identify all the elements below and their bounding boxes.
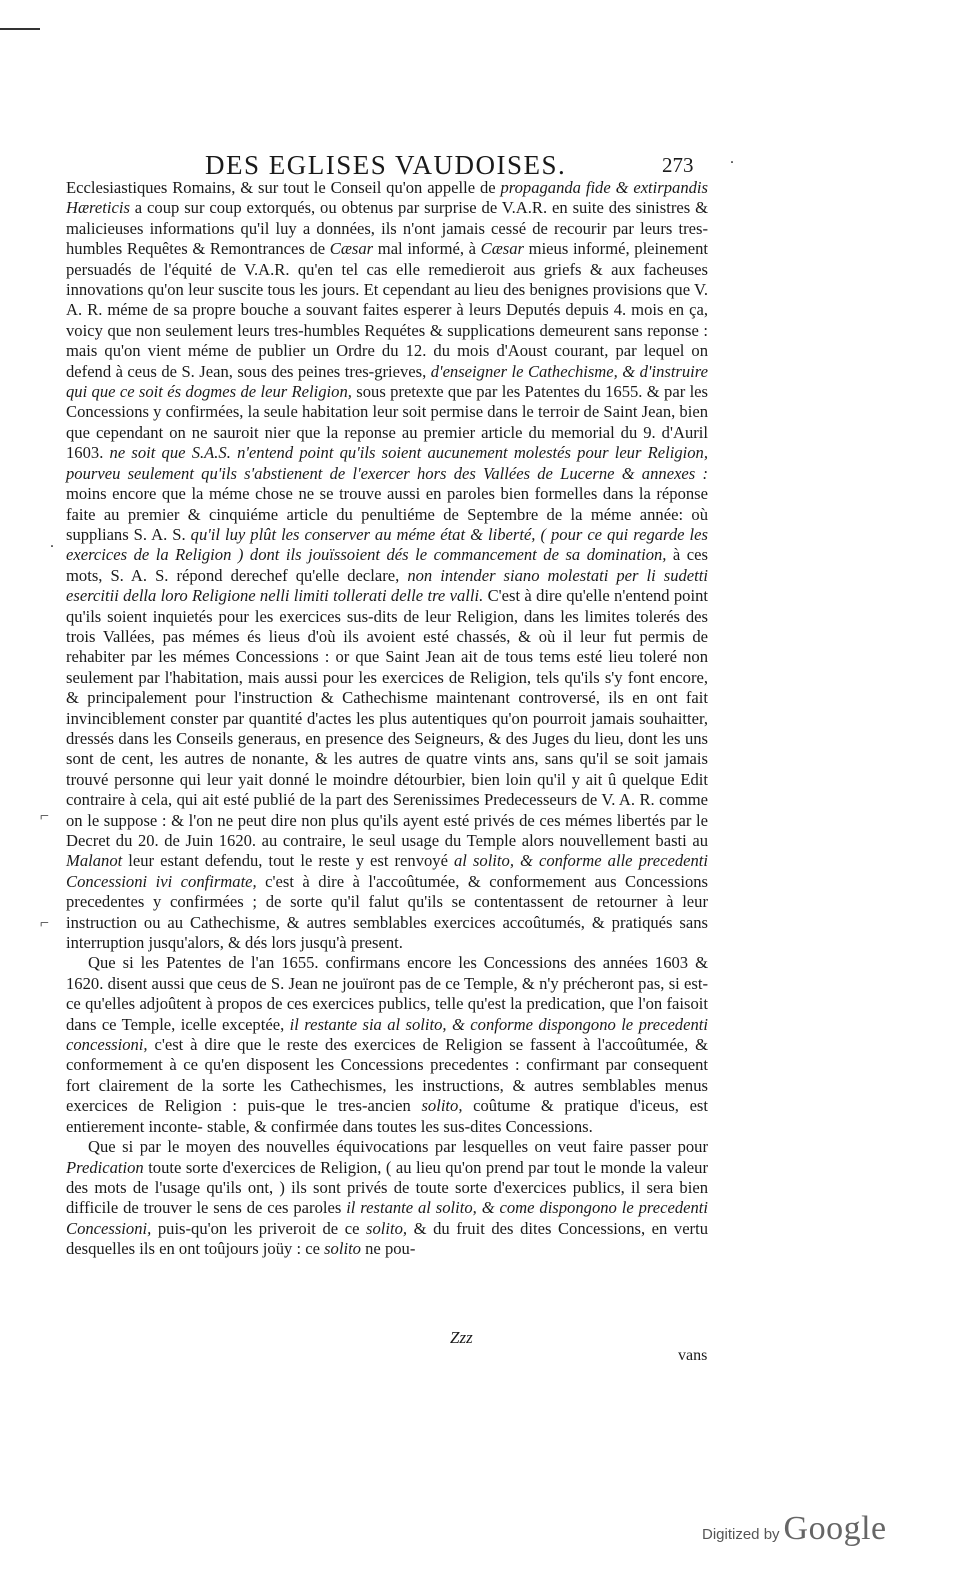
italic-run: il restante sia al solito, & conforme dispongono le precedenti concessioni, — [66, 1014, 708, 1055]
italic-run: propaganda fide & extirpandis Hæreticis — [66, 178, 708, 218]
italic-run: al solito, & conforme alle precedenti Concessioni ivi confirmate, — [66, 851, 708, 891]
italic-run: solito, — [421, 1096, 463, 1116]
text-run: mal informé, à — [373, 239, 481, 259]
margin-bracket-upper: ⌐ — [40, 808, 50, 825]
body-text — [66, 178, 708, 1260]
italic-run: il restante al solito, & come dispongono le precedenti Concessioni, — [66, 1198, 708, 1238]
text-run: sous pretexte que par les Patentes du 1655. & par les Concessions y confirmées, la seule habitation leur soit permise dans le terroir de Saint Jean, bien que cependant on ne sauroit nier que la reponse au premier article du memorial du 9. d'Auril 1603. — [66, 382, 708, 463]
text-run: & du fruit des dites Concessions, en vertu desquelles ils en ont toûjours joüy : ce — [66, 1218, 708, 1259]
running-head: DES EGLISES VAUDOISES. — [205, 150, 567, 180]
text-run: ne pou- — [360, 1239, 416, 1259]
text-run: leur estant defendu, tout le reste y est renvoyé — [122, 851, 454, 871]
text-run: mieus informé, pleinement persuadés de l'équité de V.A.R. qu'en tel cas elle remedieroit aus griefs & aux facheuses innovations qu'on leur suscite tous les jours. Et cependant au lieu des benignes provisions que V. A. R. méme de sa propre bouche a souvant faites esperer à leurs Deputés depuis 4. mois en ça, voicy que non seulement leurs tres-humbles Requétes & supplications demeurent sans reponse : mais qu'on vient méme de publier un Ordre du 12. du mois d'Aoust courant, par lequel on defend à ceus de S. Jean, sous des peines tres-grieves, — [66, 239, 708, 381]
italic-run: solito — [324, 1239, 361, 1259]
margin-dot-left: . — [50, 534, 54, 551]
text-run: Ecclesiastiques Romains, & sur tout le Conseil qu'on appelle de — [66, 178, 501, 197]
margin-dot-top: . — [730, 150, 734, 167]
italic-run: Cæsar — [480, 239, 525, 259]
digitized-by-watermark — [702, 1510, 887, 1548]
paragraph — [66, 953, 708, 1137]
italic-run: non intender siano molestati per li sudetti esercitii della loro Religione nelli limiti tollerati delle tre valli. — [66, 565, 709, 606]
paragraph — [66, 178, 708, 953]
text-run: puis-qu'on les priveroit de ce — [151, 1218, 367, 1238]
paragraph — [66, 1137, 708, 1259]
text-run: Que si les Patentes de l'an 1655. confirmans encore les Concessions des années 1603 & 1620. disent aussi que ceus de S. Jean ne jouïront pas de ce Temple, & n'y précheront pas, si est-ce qu'elles adjoûtent à propos de ces exercices publics, telle qu'est la predication, que l'on faisoit dans ce Temple, icelle exceptée, — [66, 953, 708, 1034]
page-number: 273 — [662, 153, 694, 177]
text-run: Que si par le moyen des nouvelles équivocations par lesquelles on veut faire passer pour — [88, 1137, 708, 1157]
italic-run: Cæsar — [329, 239, 374, 259]
digitized-label: Digitized by — [702, 1526, 780, 1543]
text-run: coûtume & pratique d'iceus, est entierement inconte- stable, & confirmée dans toutes les sus-dites Concessions. — [66, 1096, 708, 1136]
text-run: c'est à dire que le reste des exercices de Religion se fassent à l'accoûtumée, & conformement à ce qu'en disposent les Concessions precedentes : confirmant par consequent fort clairement de la sorte les Cathechismes, les instructions, & autres semblables menus exercices de Religion : puis-que le tres-ancien — [66, 1035, 708, 1116]
italic-run: d'enseigner le Cathechisme, & d'instruire qui que ce soit és dogmes de leur Religion, — [66, 361, 709, 402]
google-logo: Google — [783, 1510, 887, 1547]
text-run: toute sorte d'exercices de Religion, ( au lieu qu'on prend par tout le monde la valeur des mots de l'usage qu'ils ont, ) ils sont privés de toute sorte d'exercices publics, il sera bien difficile de trouver le sens de ces paroles — [66, 1157, 708, 1218]
italic-run: ne soit que S.A.S. n'entend point qu'ils soient aucunement molestés pour leur Religion, pourveu seulement qu'ils s'abstienent de l'exercer hors des Vallées de Lucerne & annexes : — [66, 443, 709, 483]
text-run: moins encore que la méme chose ne se trouve aussi en paroles bien formelles dans la réponse faite au premier & cinquiéme article du penultiéme de Septembre de la méme année: où supplians S. A. S. — [66, 484, 708, 544]
italic-run: solito, — [366, 1218, 408, 1238]
margin-bracket-lower: ⌐ — [40, 915, 50, 932]
italic-run: qu'il luy plût les conserver au méme état & liberté, ( pour ce qui regarde les exercices de la Religion ) dont ils jouïssoient dés le commancement de sa domination, — [66, 524, 708, 565]
italic-run: Malanot — [66, 851, 123, 871]
top-edge-rule — [0, 28, 40, 30]
italic-run: Predication — [66, 1157, 144, 1177]
signature-mark: Zzz — [450, 1328, 473, 1347]
catchword: vans — [678, 1347, 708, 1364]
text-run: à ces mots, S. A. S. répond derechef qu'elle declare, — [66, 545, 708, 585]
text-run: C'est à dire qu'elle n'entend point qu'ils soient inquietés pour les exercices sus-dits de leur Religion, dans les limites tolerés des trois Vallées, pas mémes és lieus d'où ils avoient esté chassés, & où il leur fut permis de rehabiter par les mémes Concessions : or que Saint Jean ait de tous tems esté lieu toleré non seulement par l'habitation, mais aussi pour les exercices de Religion, tels qu'ils s'y font encore, & principalement pour l'instruction & Cathechisme maintenant controversé, ils en ont fait invinciblement conster par quantité d'actes les plus autentiques qu'on pourroit jamais souhaitter, dressés dans les Conseils generaus, en presence des Seigneurs, & des Juges du lieu, dont les uns sont de cent, les autres de nonante, & les autres de quatre vints ans, sans qu'il se soit jamais trouvé personne qui leur yait donné le moindre détourbier, bien loin qu'il y ait û quelque Edit contraire à cela, qui ait esté publié de la part des Serenissimes Predecesseurs de V. A. R. comme on le suppose : & l'on ne peut dire non plus qu'ils ayent esté privés de ces mémes libertés par le Decret du 20. de Juin 1620. au contraire, le seul usage du Temple alors nouvellement basti au — [66, 586, 708, 850]
text-run: c'est à dire à l'accoûtumée, & conformement aus Concessions precedentes y confirmées ; de sorte qu'il falut qu'ils se contentassent de retourner à leur instruction ou au Cathechisme, & autres semblables exercices accoûtumés, & pratiqués sans interruption jusqu'alors, & dés lors jusqu'à present. — [66, 871, 709, 953]
text-run: a coup sur coup extorqués, ou obtenus par surprise de V.A.R. en suite des sinistres & malicieuses informations qu'il luy a données, ils n'ont jamais cessé de recourir par leurs tres-humbles Requêtes & Remontrances de — [66, 198, 708, 259]
